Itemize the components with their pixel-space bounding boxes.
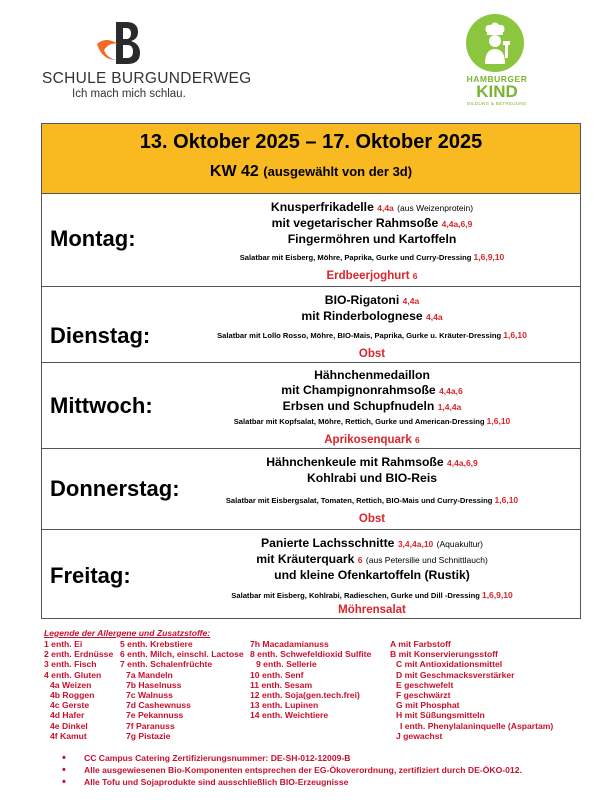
dish-line <box>164 536 580 552</box>
day-dishes <box>164 293 580 360</box>
text-fragment: 4,4a <box>426 312 443 322</box>
allergen-legend <box>44 628 574 741</box>
text-fragment: H mit Süßungsmitteln <box>396 710 485 721</box>
day-label: Mittwoch: <box>50 393 153 418</box>
text-fragment: 7e Pekannuss <box>126 710 184 721</box>
text-fragment: 12 enth. Soja(gen.tech.frei) <box>250 690 360 701</box>
text-fragment: 4a Weizen <box>50 679 92 690</box>
caterer-sub-text: BILDUNG & BETREUUNG <box>467 101 527 106</box>
day-dishes <box>164 455 580 525</box>
dish-line <box>164 552 580 568</box>
text-fragment: Panierte Lachsschnitte <box>261 536 395 550</box>
dish-line <box>164 368 580 383</box>
caterer-top-text: HAMBURGER <box>466 74 528 84</box>
date-range: 13. Oktober 2025 – 17. Oktober 2025 <box>139 131 483 153</box>
text-fragment: 10 enth. Senf <box>250 669 304 680</box>
text-fragment: 7f Paranuss <box>126 720 175 731</box>
dish-line <box>164 200 580 216</box>
text-fragment: (Aquakultur) <box>436 539 483 549</box>
legend-col-1 <box>44 639 113 741</box>
text-fragment: mit Kräuterquark <box>256 552 355 566</box>
text-fragment: Hähnchenmedaillon <box>314 368 430 382</box>
school-tagline: Ich mach mich schlau. <box>72 88 186 100</box>
text-fragment: 3,4,4a,10 <box>397 539 434 549</box>
text-fragment: 4d Hafer <box>50 710 85 721</box>
text-fragment: Salatbar mit Eisbergsalat, Tomaten, Rettich, BIO-Mais und Curry-Dressing <box>225 496 493 505</box>
day-label: Donnerstag: <box>50 476 180 501</box>
text-fragment: G mit Phosphat <box>396 700 460 711</box>
dish-line <box>164 455 580 471</box>
text-fragment: 4,4a,6 <box>439 386 463 396</box>
text-fragment: 6 enth. Milch, einschl. Lactose <box>120 649 244 660</box>
text-fragment: mit Champignonrahmsoße <box>281 383 436 397</box>
text-fragment: 4,4a,6,9 <box>441 219 473 229</box>
dish-line <box>164 568 580 583</box>
day-row-monday <box>42 194 580 287</box>
school-b-logo-icon <box>94 20 142 66</box>
text-fragment: E geschwefelt <box>396 679 454 690</box>
text-fragment: 1,4,4a <box>437 402 462 412</box>
text-fragment: 7 enth. Schalenfrüchte <box>120 659 213 670</box>
dish-line <box>164 471 580 486</box>
text-fragment: 1 enth. Ei <box>44 639 83 649</box>
text-fragment: 7g Pistazie <box>126 730 171 741</box>
text-fragment: 4 enth. Gluten <box>44 669 102 680</box>
text-fragment: Salatbar mit Eisberg, Kohlrabi, Radieschen, Gurke und Dill -Dressing <box>231 591 480 600</box>
text-fragment: Salatbar mit Lollo Rosso, Möhre, BIO-Mais, Paprika, Gurke u. Kräuter-Dressing <box>217 331 502 340</box>
text-fragment: 7c Walnuss <box>126 690 173 701</box>
day-label: Freitag: <box>50 563 131 588</box>
footnote-item: • Alle Tofu und Sojaprodukte sind ausschließlich BIO-Erzeugnisse <box>62 776 522 788</box>
text-fragment: Aprikosenquark <box>324 434 412 446</box>
week-number <box>42 163 580 181</box>
text-fragment: 13 enth. Lupinen <box>250 700 319 711</box>
text-fragment: mit vegetarischer Rahmsoße <box>271 216 439 230</box>
text-fragment: 8 enth. Schwefeldioxid Sulfite <box>250 649 372 660</box>
day-label: Dienstag: <box>50 323 151 348</box>
text-fragment: 1,6,9,10 <box>473 252 505 262</box>
dessert <box>164 434 580 446</box>
text-fragment: 1,6,10 <box>494 495 519 505</box>
legend-title: Legende der Allergene und Zusatzstoffe: <box>44 628 211 638</box>
dish-line <box>164 232 580 247</box>
text-fragment: Erbsen und Schupfnudeln <box>282 399 435 413</box>
text-fragment: 5 enth. Krebstiere <box>120 639 193 649</box>
day-row-friday <box>42 530 580 618</box>
salad-bar <box>164 329 580 342</box>
text-fragment: 1,6,9,10 <box>481 590 513 600</box>
text-fragment: 7b Haselnuss <box>126 679 182 690</box>
text-fragment: A mit Farbstoff <box>390 639 451 649</box>
text-fragment: 7h Macadamianuss <box>250 639 329 649</box>
text-fragment: D mit Geschmacksverstärker <box>396 669 515 680</box>
text-fragment: 7a Mandeln <box>126 669 173 680</box>
dessert <box>164 604 580 616</box>
salad-bar <box>164 415 580 428</box>
text-fragment: F geschwärzt <box>396 690 451 701</box>
caterer-brand-text: KIND <box>476 82 518 101</box>
text-fragment: Knusperfrikadelle <box>270 200 374 214</box>
text-fragment: 4f Kamut <box>50 730 87 741</box>
text-fragment: Hähnchenkeule mit Rahmsoße <box>266 455 444 469</box>
footnote-item: • CC Campus Catering Zertifizierungsnummer: DE-SH-012-12009-B <box>62 752 522 764</box>
text-fragment: 3 enth. Fisch <box>44 659 97 670</box>
dish-line <box>164 309 580 325</box>
legend-col-3 <box>250 639 371 721</box>
text-fragment: J gewachst <box>396 730 443 741</box>
text-fragment: 6 <box>357 555 363 565</box>
day-dishes <box>164 368 580 446</box>
week-header <box>42 124 580 194</box>
footnote-item: • Alle ausgewiesenen Bio-Komponenten entsprechen der EG-Ökoverordnung, zertifiziert durch DE-ÖKO-012. <box>62 764 522 776</box>
caterer-logo <box>462 14 548 104</box>
text-fragment: Salatbar mit Eisberg, Möhre, Paprika, Gurke und Curry-Dressing <box>239 253 472 262</box>
text-fragment: 9 enth. Sellerie <box>256 659 317 670</box>
text-fragment: 14 enth. Weichtiere <box>250 710 329 721</box>
text-fragment: Kohlrabi und BIO-Reis <box>306 471 437 485</box>
text-fragment: B mit Konservierungsstoff <box>390 649 498 660</box>
footnotes <box>62 752 522 788</box>
day-row-tuesday <box>42 287 580 363</box>
text-fragment: 1,6,10 <box>503 330 527 340</box>
dessert <box>164 270 580 282</box>
text-fragment: und kleine Ofenkartoffeln (Rustik) <box>274 568 470 582</box>
text-fragment: 4b Roggen <box>50 690 95 701</box>
text-fragment: Obst <box>358 348 386 360</box>
day-row-thursday <box>42 449 580 530</box>
day-row-wednesday <box>42 363 580 449</box>
school-name: SCHULE BURGUNDERWEG <box>42 70 252 87</box>
kw-label: KW 42 <box>209 163 259 180</box>
text-fragment: (aus Weizenprotein) <box>397 203 474 213</box>
text-fragment: 11 enth. Sesam <box>250 679 313 690</box>
text-fragment: 4,4a <box>377 203 394 213</box>
text-fragment: BIO-Rigatoni <box>324 293 400 307</box>
dish-line <box>164 216 580 232</box>
kw-note: (ausgewählt von der 3d) <box>263 164 413 179</box>
text-fragment: I enth. Phenylalaninquelle (Aspartam) <box>400 720 554 731</box>
day-dishes <box>164 200 580 282</box>
legend-col-2 <box>120 639 244 741</box>
text-fragment: C mit Antioxidationsmittel <box>396 659 503 670</box>
text-fragment: mit Rinderbolognese <box>301 309 423 323</box>
text-fragment: (aus Petersilie und Schnittlauch) <box>365 555 488 565</box>
dish-line <box>164 399 580 415</box>
day-label: Montag: <box>50 226 136 251</box>
legend-col-4 <box>390 639 553 741</box>
day-dishes <box>164 536 580 616</box>
dish-line <box>164 383 580 399</box>
text-fragment: Fingermöhren und Kartoffeln <box>287 232 457 246</box>
text-fragment: Erdbeerjoghurt <box>326 270 410 282</box>
text-fragment: 4,4a <box>402 296 420 306</box>
text-fragment: 2 enth. Erdnüsse <box>44 649 114 660</box>
text-fragment: 4,4a,6,9 <box>447 458 478 468</box>
text-fragment: 6 <box>415 435 420 445</box>
salad-bar <box>164 494 580 507</box>
dish-line <box>164 293 580 309</box>
text-fragment: Möhrensalat <box>338 604 406 616</box>
salad-bar <box>164 251 580 264</box>
menu-table <box>41 123 581 619</box>
text-fragment: 4e Dinkel <box>50 720 88 731</box>
chef-icon <box>466 14 524 72</box>
school-logo <box>42 20 252 102</box>
text-fragment: Obst <box>358 513 386 525</box>
text-fragment: 4c Gerste <box>50 700 90 711</box>
text-fragment: 7d Cashewnuss <box>126 700 191 711</box>
dessert <box>164 348 580 360</box>
salad-bar <box>164 589 580 602</box>
text-fragment: 6 <box>412 271 418 281</box>
text-fragment: 1,6,10 <box>486 416 511 426</box>
text-fragment: Salatbar mit Kopfsalat, Möhre, Rettich, Gurke und American-Dressing <box>233 417 485 426</box>
dessert <box>164 513 580 525</box>
